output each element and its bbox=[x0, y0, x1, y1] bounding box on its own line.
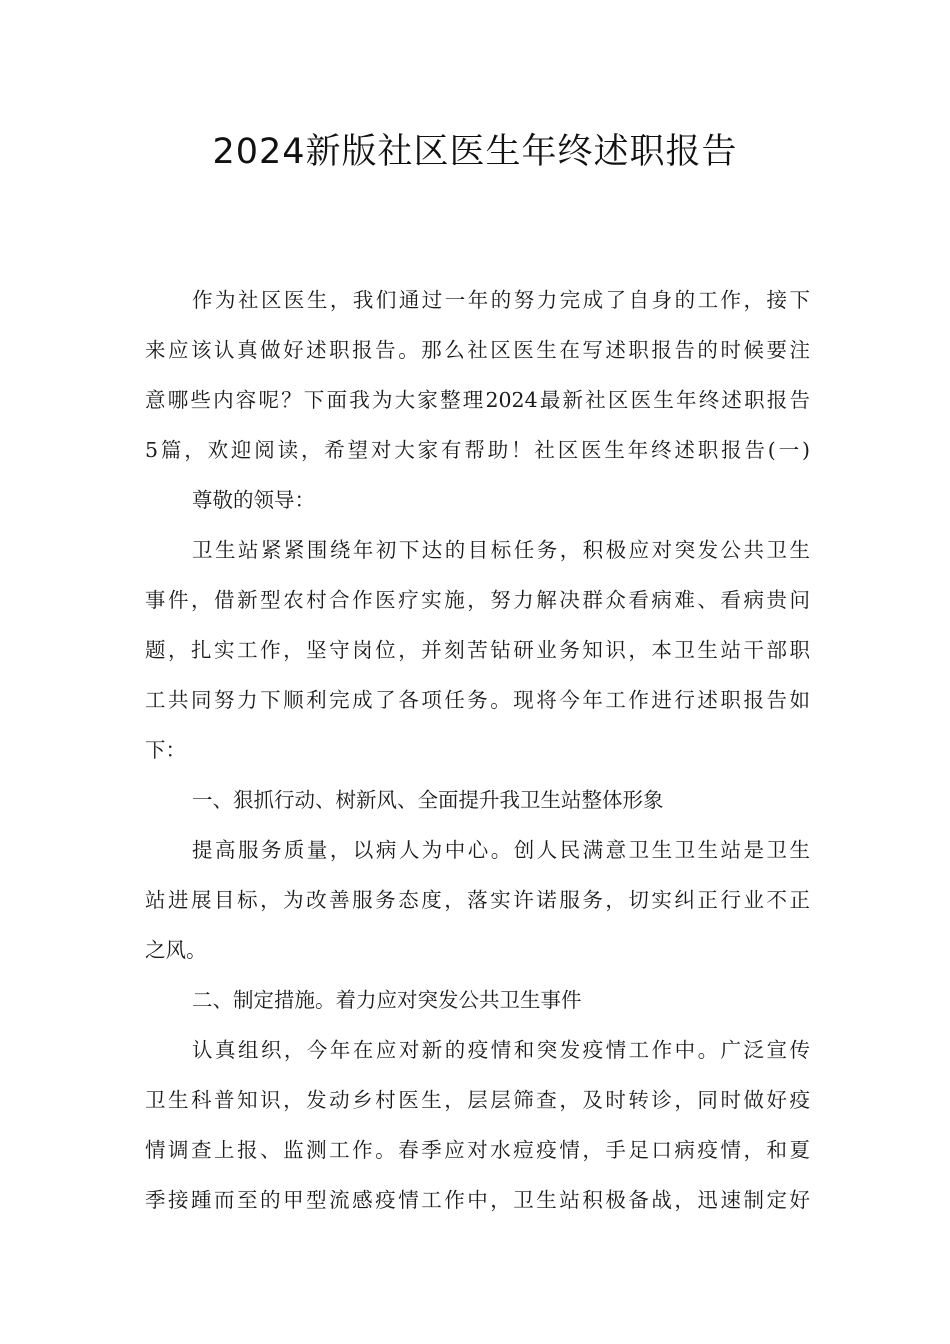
paragraph-line: 认真组织，今年在应对新的疫情和突发疫情工作中。广泛宣传 bbox=[192, 1038, 810, 1062]
paragraph-line: 工共同努力下顺利完成了各项任务。现将今年工作进行述职报告如 bbox=[145, 688, 810, 712]
paragraph-line: 意哪些内容呢？下面我为大家整理2024最新社区医生年终述职报告 bbox=[145, 388, 810, 412]
paragraph-line: 站进展目标，为改善服务态度，落实许诺服务，切实纠正行业不正 bbox=[145, 888, 810, 912]
section-heading-2: 二、制定措施。着力应对突发公共卫生事件 bbox=[192, 988, 582, 1012]
document-title: 2024新版社区医生年终述职报告 bbox=[212, 132, 738, 172]
paragraph-line: 题，扎实工作，坚守岗位，并刻苦钻研业务知识，本卫生站干部职 bbox=[145, 638, 810, 662]
paragraph-line: 作为社区医生，我们通过一年的努力完成了自身的工作，接下 bbox=[192, 288, 810, 312]
paragraph-line: 提高服务质量，以病人为中心。创人民满意卫生卫生站是卫生 bbox=[192, 838, 810, 862]
paragraph-line: 5篇，欢迎阅读，希望对大家有帮助！社区医生年终述职报告(一) bbox=[145, 438, 810, 462]
paragraph-line: 下： bbox=[145, 738, 186, 762]
section-heading-1: 一、狠抓行动、树新风、全面提升我卫生站整体形象 bbox=[192, 788, 664, 812]
salutation: 尊敬的领导： bbox=[192, 488, 315, 512]
paragraph-line: 来应该认真做好述职报告。那么社区医生在写述职报告的时候要注 bbox=[145, 338, 810, 362]
paragraph-line: 情调查上报、监测工作。春季应对水痘疫情，手足口病疫情，和夏 bbox=[145, 1138, 810, 1162]
paragraph-line: 之风。 bbox=[145, 938, 207, 962]
paragraph-line: 季接踵而至的甲型流感疫情工作中，卫生站积极备战，迅速制定好 bbox=[145, 1188, 810, 1212]
paragraph-line: 卫生站紧紧围绕年初下达的目标任务，积极应对突发公共卫生 bbox=[192, 538, 810, 562]
paragraph-line: 卫生科普知识，发动乡村医生，层层筛查，及时转诊，同时做好疫 bbox=[145, 1088, 810, 1112]
paragraph-line: 事件，借新型农村合作医疗实施，努力解决群众看病难、看病贵问 bbox=[145, 588, 810, 612]
